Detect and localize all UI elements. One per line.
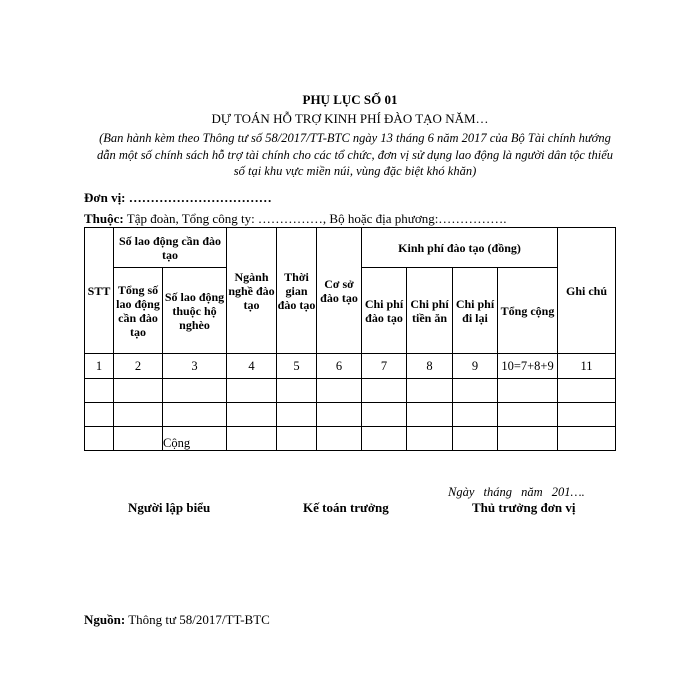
header-note: Ghi chú bbox=[558, 228, 616, 354]
col-num-4: 4 bbox=[227, 354, 277, 379]
header-stt: STT bbox=[85, 228, 114, 354]
signature-accountant: Kế toán trưởng bbox=[303, 500, 389, 515]
col-num-2: 2 bbox=[114, 354, 163, 379]
header-poor-workers: Số lao động thuộc hộ nghèo bbox=[163, 268, 227, 354]
date-line: Ngày tháng năm 201…. bbox=[448, 485, 585, 499]
source-label: Nguồn: bbox=[84, 612, 126, 627]
document-subtitle: (Ban hành kèm theo Thông tư số 58/2017/TT-BTC ngày 13 tháng 6 năm 2017 của Bộ Tài chính hướng dẫn một số chính sách hỗ trợ tài chính cho các tổ chức, đơn vị sử dụng lao động là người dân tộc thiểu số tại khu vực miền núi, vùng đặc biệt khó khăn) bbox=[96, 131, 614, 178]
col-num-6: 6 bbox=[317, 354, 362, 379]
header-training-cost: Chi phí đào tạo bbox=[362, 268, 407, 354]
sum-row bbox=[85, 427, 616, 451]
header-major: Ngành nghề đào tạo bbox=[227, 228, 277, 354]
header-travel-cost: Chi phí đi lại bbox=[453, 268, 498, 354]
belong-text: Tập đoàn, Tổng công ty: ……………, Bộ hoặc địa phương:……………. bbox=[126, 211, 507, 226]
budget-table bbox=[84, 227, 616, 451]
unit-dots: …………………………… bbox=[128, 190, 272, 205]
col-num-7: 7 bbox=[362, 354, 407, 379]
belong-line bbox=[84, 211, 507, 227]
document-title: DỰ TOÁN HỖ TRỢ KINH PHÍ ĐÀO TẠO NĂM… bbox=[211, 111, 489, 126]
unit-line bbox=[84, 190, 272, 206]
belong-label: Thuộc: bbox=[84, 211, 124, 226]
signature-head: Thủ trưởng đơn vị bbox=[472, 500, 576, 515]
table-row bbox=[85, 403, 616, 427]
col-num-9: 9 bbox=[453, 354, 498, 379]
header-workers-group: Số lao động cần đào tạo bbox=[114, 228, 227, 268]
header-cost-group: Kinh phí đào tạo (đồng) bbox=[362, 228, 558, 268]
col-num-8: 8 bbox=[407, 354, 453, 379]
unit-label: Đơn vị: bbox=[84, 190, 126, 205]
header-total-workers: Tổng số lao động cần đào tạo bbox=[114, 268, 163, 354]
appendix-title: PHỤ LỤC SỐ 01 bbox=[302, 92, 398, 107]
col-num-5: 5 bbox=[277, 354, 317, 379]
header-meal-cost: Chi phí tiền ăn bbox=[407, 268, 453, 354]
col-num-3: 3 bbox=[163, 354, 227, 379]
header-facility: Cơ sở đào tạo bbox=[317, 228, 362, 354]
sum-label: Cộng bbox=[163, 427, 227, 451]
source-text: Thông tư 58/2017/TT-BTC bbox=[128, 612, 270, 627]
col-num-10: 10=7+8+9 bbox=[498, 354, 558, 379]
col-num-11: 11 bbox=[558, 354, 616, 379]
header-total: Tổng cộng bbox=[498, 268, 558, 354]
header-duration: Thời gian đào tạo bbox=[277, 228, 317, 354]
column-number-row bbox=[85, 354, 616, 379]
table-row bbox=[85, 379, 616, 403]
signature-creator: Người lập biểu bbox=[128, 500, 211, 515]
col-num-1: 1 bbox=[85, 354, 114, 379]
source-line bbox=[84, 612, 270, 628]
